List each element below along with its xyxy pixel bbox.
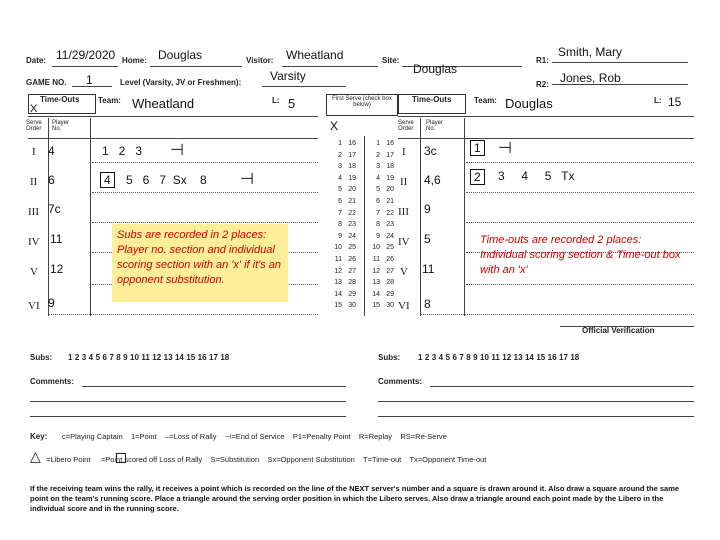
running-score-number: 10	[334, 244, 342, 252]
left-row-points: 5 6 7 Sx 8	[126, 173, 207, 187]
r2-label: R2:	[536, 80, 549, 89]
running-score-number: 5	[376, 186, 380, 194]
right-row-points: 3 4 5 Tx	[498, 169, 575, 183]
running-score-number: 17	[348, 151, 356, 159]
running-score-number: 16	[348, 140, 356, 147]
first-serve-mark: X	[330, 119, 339, 133]
level-label: Level (Varsity, JV or Freshmen):	[120, 78, 242, 87]
right-row-player: 11	[422, 262, 435, 276]
right-libero-value: 15	[668, 95, 682, 109]
visitor-label: Visitor:	[246, 56, 274, 65]
left-row-player: 4	[48, 144, 55, 158]
left-player-no-label: Player No.	[52, 120, 70, 132]
running-score-number: 8	[376, 221, 380, 229]
running-score-number: 1	[376, 140, 380, 147]
running-score-number: 22	[386, 209, 394, 217]
left-row-roman: IV	[28, 236, 40, 248]
running-score-number: 6	[338, 198, 342, 205]
right-subs-label: Subs:	[378, 353, 401, 362]
right-row-roman: II	[400, 176, 408, 188]
right-timeouts-label: Time-Outs	[412, 95, 452, 104]
running-score-number: 25	[348, 244, 356, 252]
right-row-roman: IV	[398, 236, 410, 248]
running-score-number: 2	[338, 151, 342, 159]
running-score-number: 15	[334, 302, 342, 310]
right-serve-order-label: Serve Order	[398, 120, 414, 132]
running-score-number: 11	[334, 256, 342, 263]
right-row-player: 3c	[424, 144, 437, 158]
running-score-number: 18	[348, 163, 356, 171]
right-subs-numbers: 1 2 3 4 5 6 7 8 9 10 11 12 13 14 15 16 17 18	[418, 353, 580, 362]
game-no-value: 1	[86, 73, 93, 87]
running-score-number: 14	[372, 290, 380, 298]
right-row-player: 4,6	[424, 173, 441, 187]
left-row-roman: I	[32, 146, 36, 158]
libero-triangle-icon: △	[30, 448, 41, 464]
running-score-number: 23	[348, 221, 356, 229]
running-score-number: 24	[386, 232, 394, 240]
site-value: Douglas	[413, 62, 458, 76]
left-subs-label: Subs:	[30, 353, 53, 362]
running-score-number: 13	[372, 279, 380, 287]
running-score-number: 12	[372, 267, 380, 275]
running-score-number: 3	[376, 163, 380, 171]
footer-instructions: If the receiving team wins the rally, it receives a point which is recorded on the line of the NEXT server's number and a square is drawn around it. Also draw a square around the same point on the team's running score. Place a triangle around the serving order position in which the Libero serves. Also draw a triangle around each point made by the Libero in the individual score and in the running score.	[30, 484, 680, 513]
left-row-roman: III	[28, 206, 39, 218]
end-of-service-mark: ⊣	[240, 171, 254, 188]
level-value: Varsity	[270, 69, 306, 83]
key-row-2: =Libero Point =Point scored off Loss of Rally S=Substitution Sx=Opponent Substitution T=Time-out Tx=Opponent Time-out	[46, 455, 487, 464]
end-of-service-mark: ⊣	[170, 142, 184, 159]
date-value: 11/29/2020	[56, 48, 116, 62]
running-score-number: 29	[386, 290, 394, 298]
right-player-no-label: Player No.	[426, 120, 444, 132]
running-score-number: 30	[386, 302, 394, 310]
running-score-number: 26	[348, 256, 356, 263]
right-row-roman: V	[400, 266, 408, 278]
official-verification-label: Official Verification	[582, 326, 655, 335]
right-team-label: Team:	[474, 96, 497, 105]
running-score-number: 23	[386, 221, 394, 229]
home-label: Home:	[122, 56, 147, 65]
running-score-number: 25	[386, 244, 394, 252]
right-libero-label: L:	[654, 96, 662, 105]
running-score-number: 13	[334, 279, 342, 287]
running-score-number: 21	[386, 198, 394, 205]
running-score-number: 4	[376, 174, 380, 182]
right-team-name: Douglas	[505, 96, 553, 111]
running-score-number: 20	[386, 186, 394, 194]
point-box: 2	[470, 169, 485, 185]
running-score-number: 11	[372, 256, 380, 263]
right-row-player: 8	[424, 297, 431, 311]
r1-value: Smith, Mary	[558, 45, 623, 59]
running-score-number: 18	[386, 163, 394, 171]
running-score-number: 21	[348, 198, 356, 205]
left-timeouts-label: Time-Outs	[40, 95, 80, 104]
right-row-player: 9	[424, 202, 431, 216]
running-score-number: 24	[348, 232, 356, 240]
left-row-player: 11	[50, 232, 63, 246]
running-score-number: 9	[338, 232, 342, 240]
running-score-number: 6	[376, 198, 380, 205]
left-row-player: 9	[48, 296, 55, 310]
game-no-label: GAME NO.	[26, 78, 67, 87]
running-score-number: 4	[338, 174, 342, 182]
running-score-number: 19	[386, 174, 394, 182]
running-score-number: 30	[348, 302, 356, 310]
right-row-roman: III	[398, 206, 409, 218]
visitor-value: Wheatland	[286, 48, 344, 62]
running-score-number: 8	[338, 221, 342, 229]
running-score-number: 12	[334, 267, 342, 275]
left-row-player: 12	[50, 262, 64, 276]
running-score-number: 29	[348, 290, 356, 298]
right-row-points: 1	[470, 140, 485, 156]
running-score-number: 5	[338, 186, 342, 194]
left-comments-label: Comments:	[30, 377, 75, 386]
left-timeout-mark: X	[30, 103, 38, 115]
running-score-number: 26	[386, 256, 394, 263]
left-row-roman: VI	[28, 300, 40, 312]
running-score-number: 28	[386, 279, 394, 287]
left-serve-order-label: Serve Order	[26, 120, 42, 132]
running-score-number: 9	[376, 232, 380, 240]
running-score-number: 15	[372, 302, 380, 310]
running-score-number: 7	[338, 209, 342, 217]
site-label: Site:	[382, 56, 400, 65]
left-team-name: Wheatland	[132, 96, 195, 111]
left-row-roman: V	[30, 266, 38, 278]
date-label: Date:	[26, 56, 47, 65]
running-score-number: 2	[376, 151, 380, 159]
running-score-number: 10	[372, 244, 380, 252]
running-score-number: 16	[386, 140, 394, 147]
running-score-number: 22	[348, 209, 356, 217]
home-value: Douglas	[158, 48, 203, 62]
running-score-number: 20	[348, 186, 356, 194]
right-row-roman: I	[402, 146, 406, 158]
running-score-number: 1	[338, 140, 342, 147]
running-score-number: 14	[334, 290, 342, 298]
running-score-number: 7	[376, 209, 380, 217]
running-score-number: 28	[348, 279, 356, 287]
r1-label: R1:	[536, 56, 549, 65]
left-libero-value: 5	[288, 96, 296, 111]
left-row-points: 1 2 3	[102, 144, 143, 158]
point-box: 4	[100, 172, 115, 188]
left-team-label: Team:	[98, 96, 121, 105]
left-row-player: 6	[48, 173, 55, 187]
running-score-number: 17	[386, 151, 394, 159]
timeouts-note: Time-outs are recorded 2 places: Individual scoring section & Time-out box with an 'x'	[480, 234, 681, 276]
subs-note: Subs are recorded in 2 places: Player no. section and individual scoring section with an 'x' if it's an opponent substitution.	[112, 224, 288, 302]
first-serve-label: First Serve (check box below)	[332, 96, 392, 108]
left-row-roman: II	[30, 176, 38, 188]
running-score-number: 19	[348, 174, 356, 182]
r2-value: Jones, Rob	[560, 71, 621, 85]
left-subs-numbers: 1 2 3 4 5 6 7 8 9 10 11 12 13 14 15 16 17 18	[68, 353, 230, 362]
key-label: Key:	[30, 432, 48, 441]
right-comments-label: Comments:	[378, 377, 423, 386]
key-row-1: c=Playing Captain 1=Point –=Loss of Rally ⊣=End of Service P1=Penalty Point R=Replay RS=Re-Serve	[62, 432, 447, 441]
end-of-service-mark: ⊣	[498, 140, 512, 157]
right-row-player: 5	[424, 232, 431, 246]
right-row-roman: VI	[398, 300, 410, 312]
running-score-number: 27	[386, 267, 394, 275]
running-score-number: 3	[338, 163, 342, 171]
running-score-number: 27	[348, 267, 356, 275]
left-libero-label: L:	[272, 96, 280, 105]
left-row-player: 7c	[48, 202, 61, 216]
